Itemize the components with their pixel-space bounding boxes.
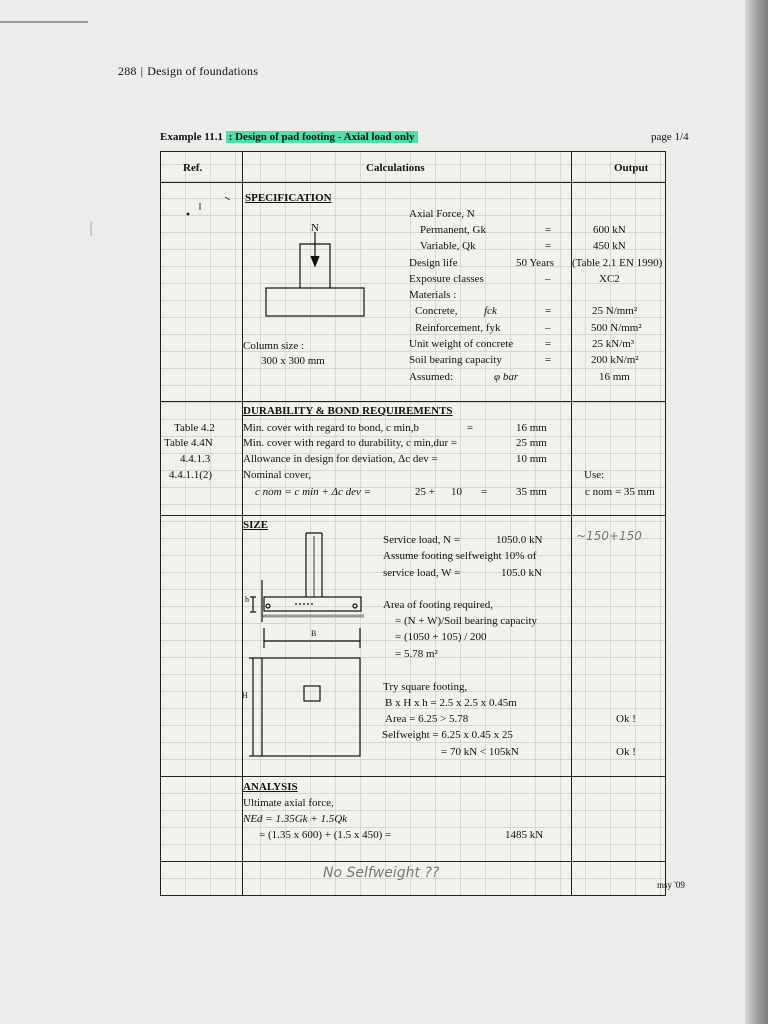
signature: msy '09 (657, 880, 685, 890)
soil-label: Soil bearing capacity (409, 354, 502, 366)
use-label: Use: (584, 469, 605, 481)
nominal-cover-value: 35 mm (516, 486, 547, 498)
selfweight-assumption: Assume footing selfweight 10% of (383, 550, 537, 562)
area-substitution: = (1050 + 105) / 200 (395, 631, 487, 643)
dim-b-label: B (311, 629, 317, 638)
service-load-w-value: 105.0 kN (501, 567, 542, 579)
equals: = (467, 422, 474, 434)
footing-section-sketch (250, 533, 364, 648)
dim-H-label: H (242, 691, 248, 700)
permanent-label: Permanent, Gk (420, 224, 486, 236)
equals: = (481, 486, 488, 498)
durability-heading: DURABILITY & BOND REQUIREMENTS (243, 405, 453, 417)
calc-header: Calculations (366, 162, 425, 174)
ok-area: Ok ! (616, 713, 636, 725)
equals: – (545, 273, 551, 285)
equals: = (545, 338, 552, 350)
cover-durability-value: 25 mm (516, 437, 547, 449)
ref-table-4-4n: Table 4.4N (164, 437, 213, 449)
variable-label: Variable, Qk (420, 240, 476, 252)
size-heading: SIZE (243, 519, 269, 531)
area-check: Area = 6.25 > 5.78 (385, 713, 469, 725)
permanent-value: 600 kN (593, 224, 626, 236)
design-life-value: 50 Years (516, 257, 554, 269)
output-header: Output (614, 162, 649, 174)
header-title: Design of foundations (147, 64, 259, 78)
ok-selfweight: Ok ! (616, 746, 636, 758)
deviation-label: Allowance in design for deviation, Δc dev = (243, 453, 438, 465)
cover-bond-label: Min. cover with regard to bond, c min,b (243, 422, 419, 434)
ultimate-force-substitution: = (1.35 x 600) + (1.5 x 450) = (259, 829, 392, 841)
equals: = (545, 224, 552, 236)
footing-elevation-sketch (266, 232, 364, 316)
column-size-label: Column size : (243, 340, 305, 352)
concrete-symbol: fck (484, 305, 497, 317)
try-footing-label: Try square footing, (383, 681, 468, 693)
variable-value: 450 kN (593, 240, 626, 252)
area-required-label: Area of footing required, (383, 599, 493, 611)
service-load-w-label: service load, W = (383, 567, 461, 579)
design-life-label: Design life (409, 257, 458, 269)
footing-dimensions: B x H x h = 2.5 x 2.5 x 0.45m (385, 697, 517, 709)
equals: – (545, 322, 551, 334)
use-value: c nom = 35 mm (585, 486, 655, 498)
analysis-heading: ANALYSIS (243, 781, 298, 793)
exposure-value: XC2 (599, 273, 620, 285)
equals: = (545, 305, 552, 317)
ultimate-force-label: Ultimate axial force, (243, 797, 334, 809)
selfweight-calc: Selfweight = 6.25 x 0.45 x 25 (382, 729, 513, 741)
ref-table-4-2: Table 4.2 (174, 422, 215, 434)
assumed-symbol: φ bar (494, 371, 519, 383)
unit-weight-label: Unit weight of concrete (409, 338, 514, 350)
assumed-label: Assumed: (409, 371, 453, 383)
equals: = (545, 354, 552, 366)
concrete-value: 25 N/mm² (592, 305, 638, 317)
nominal-cover-a: 25 + (415, 486, 435, 498)
soil-value: 200 kN/m² (591, 354, 639, 366)
handwritten-note: ~150+150 (576, 529, 642, 543)
ultimate-force-value: 1485 kN (505, 829, 544, 841)
service-load-value: 1050.0 kN (496, 534, 543, 546)
equals: = (545, 240, 552, 252)
load-label: N (311, 222, 319, 234)
example-highlight: : Design of pad footing - Axial load only (226, 131, 418, 143)
cover-bond-value: 16 mm (516, 422, 547, 434)
exposure-label: Exposure classes (409, 273, 484, 285)
selfweight-check: = 70 kN < 105kN (441, 746, 519, 758)
area-result: = 5.78 m² (395, 648, 438, 660)
area-formula: = (N + W)/Soil bearing capacity (395, 615, 538, 627)
spec-heading: SPECIFICATION (245, 192, 332, 204)
column-size-value: 300 x 300 mm (261, 355, 325, 367)
handwritten-question: No Selfweight ?? (323, 865, 440, 881)
ultimate-force-formula: NEd = 1.35Gk + 1.5Qk (243, 813, 348, 825)
assumed-value: 16 mm (599, 371, 630, 383)
footing-plan-sketch (249, 658, 360, 756)
ref-marks (187, 197, 230, 215)
example-label: Example 11.1 (160, 131, 223, 143)
nominal-cover-label: Nominal cover, (243, 469, 311, 481)
concrete-label: Concrete, (415, 305, 458, 317)
design-life-ref: (Table 2.1 EN 1990) (572, 257, 663, 269)
nominal-cover-b: 10 (451, 486, 462, 498)
cover-durability-label: Min. cover with regard to durability, c min,dur = (243, 437, 458, 449)
axial-force: Axial Force, N (409, 208, 475, 220)
ref-header: Ref. (183, 162, 203, 174)
reinforcement-value: 500 N/mm² (591, 322, 642, 334)
unit-weight-value: 25 kN/m³ (592, 338, 635, 350)
running-header: 288 | Design of foundations (118, 64, 259, 78)
page-number: 288 (118, 64, 137, 78)
reinforcement-label: Reinforcement, fyk (415, 322, 501, 334)
materials-label: Materials : (409, 289, 457, 301)
deviation-value: 10 mm (516, 453, 547, 465)
dim-h-label: h (245, 595, 249, 604)
ref-4-4-1-3: 4.4.1.3 (180, 453, 211, 465)
sheet-page: page 1/4 (651, 131, 689, 143)
nominal-cover-formula: c nom = c min + Δc dev = (255, 486, 372, 498)
ref-4-4-1-1: 4.4.1.1(2) (169, 469, 213, 481)
service-load-label: Service load, N = (383, 534, 461, 546)
